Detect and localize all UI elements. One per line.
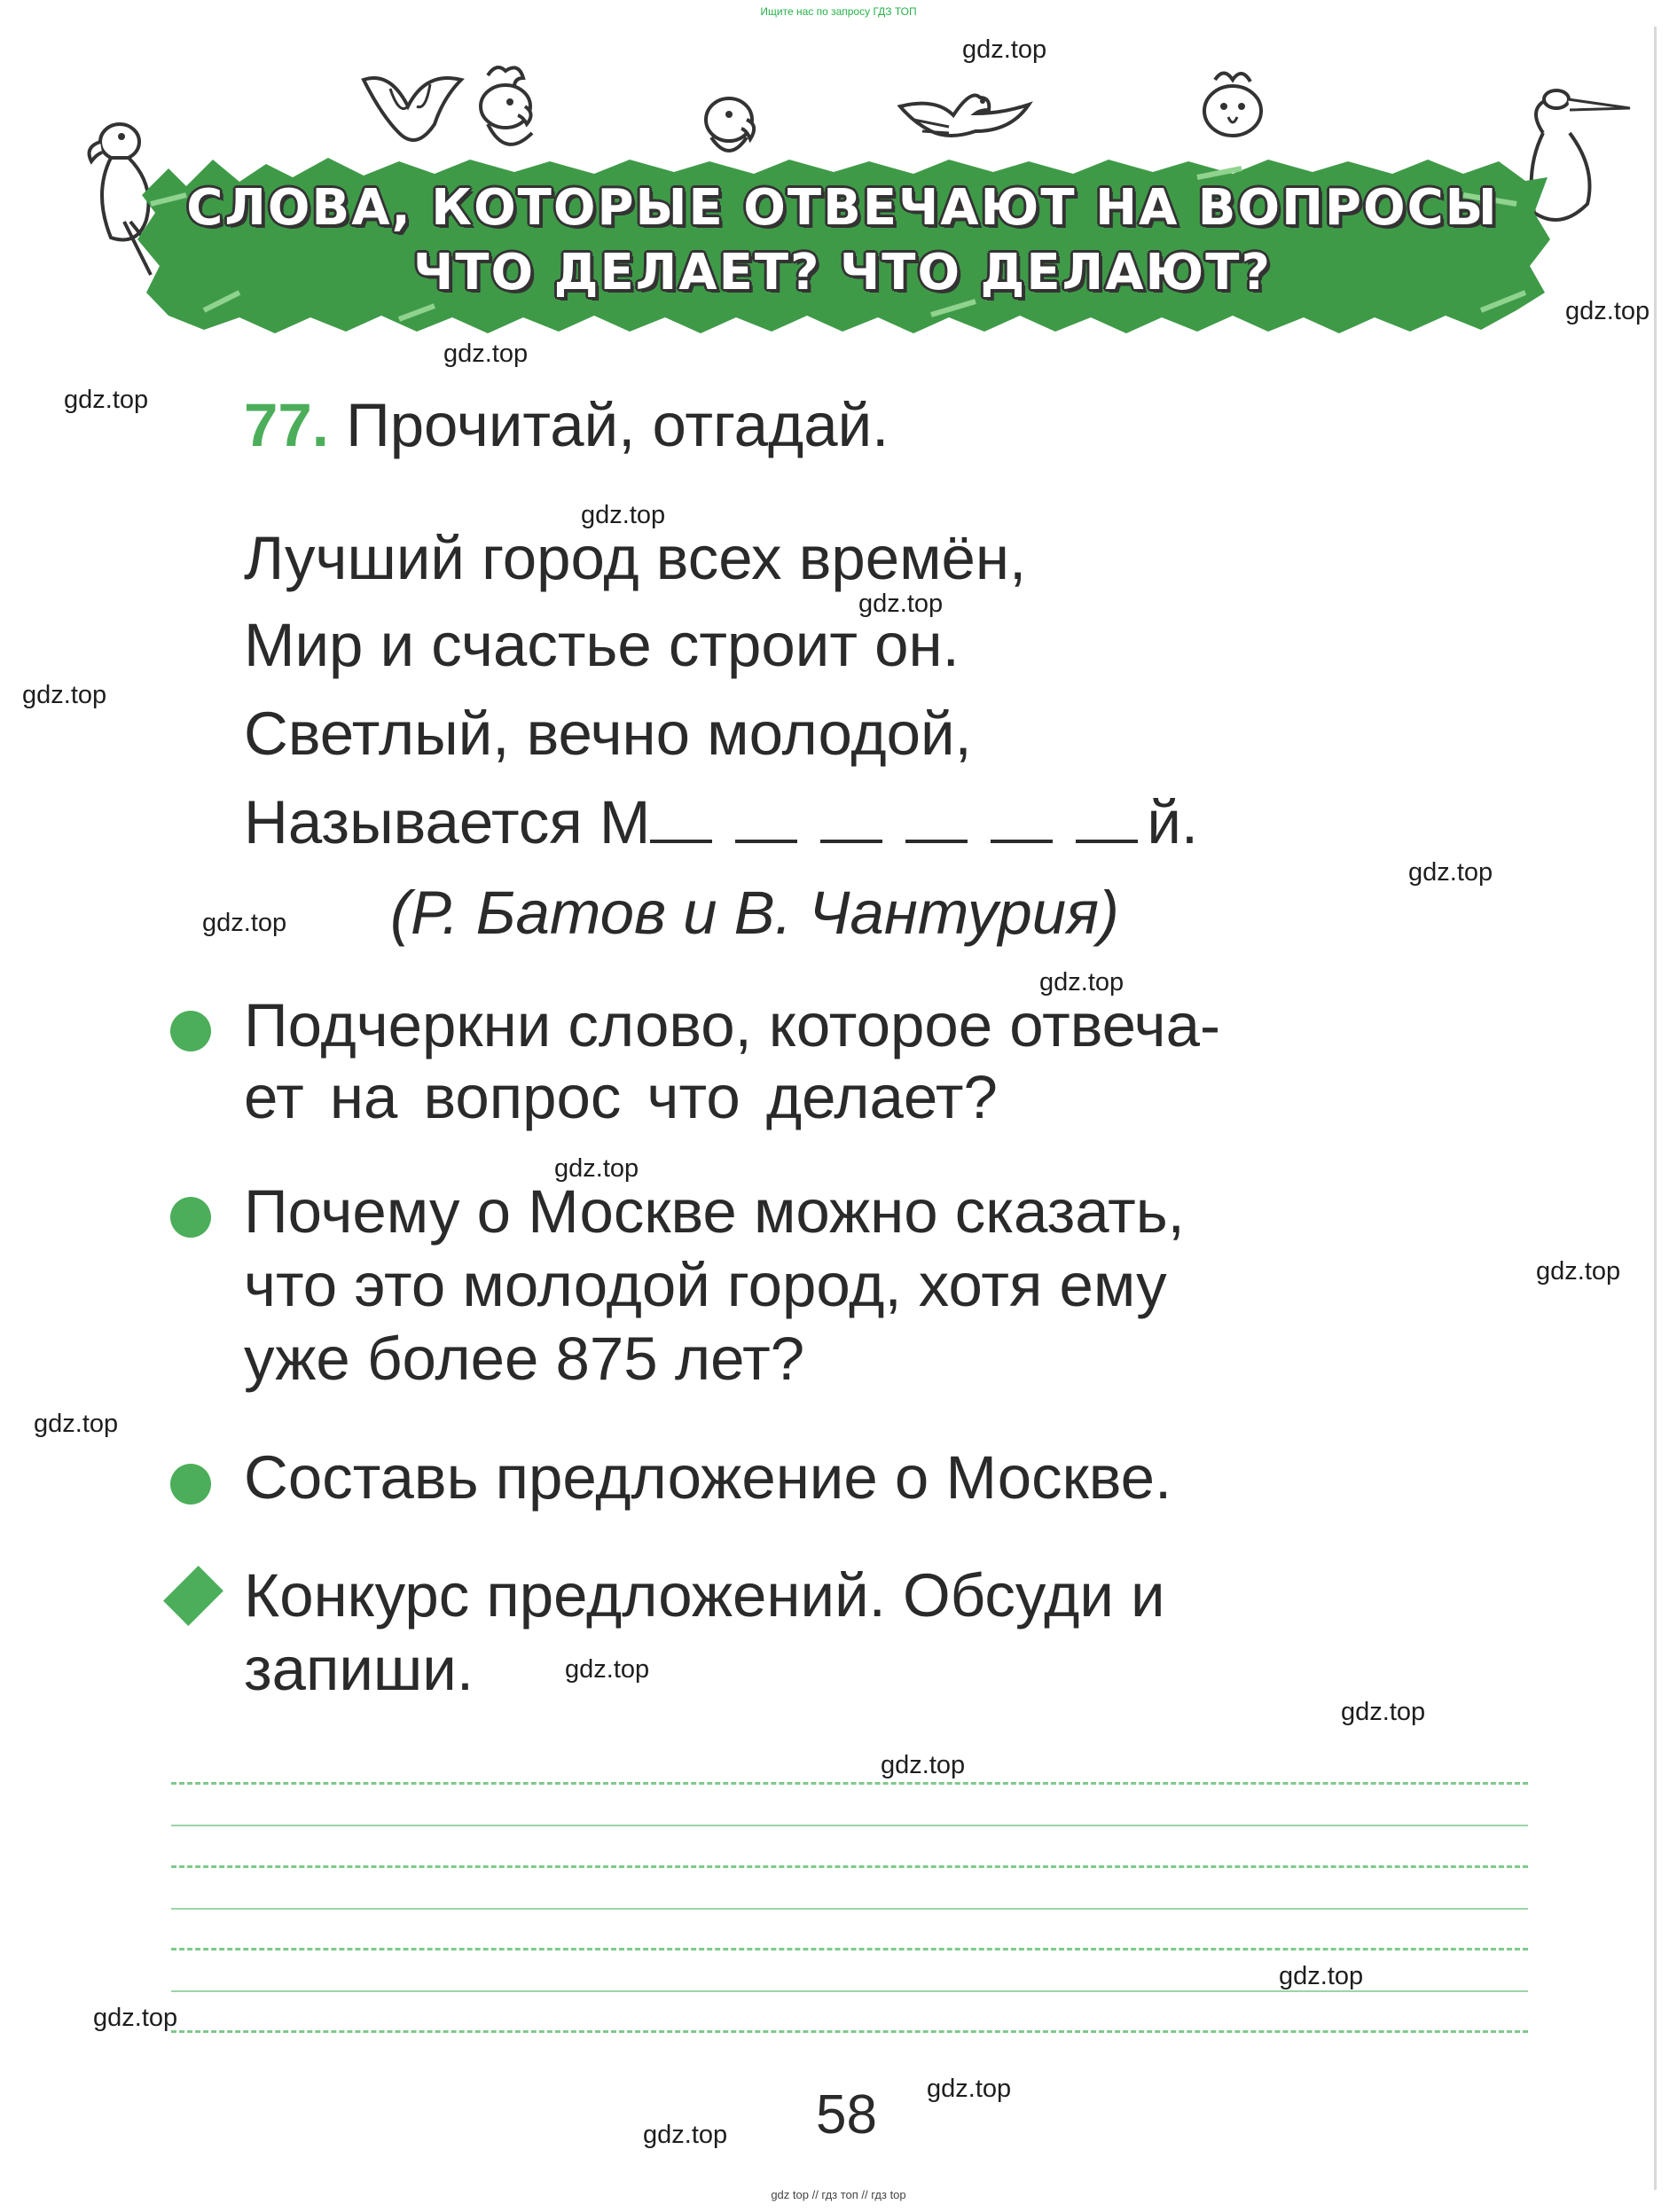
watermark: gdz.top <box>1408 858 1493 887</box>
task-line: Подчеркни слово, которое отвеча- <box>244 991 1220 1059</box>
watermark: gdz.top <box>565 1655 650 1684</box>
watermark: gdz.top <box>962 35 1047 64</box>
writing-line <box>171 1908 1528 1910</box>
watermark: gdz.top <box>643 2121 728 2149</box>
banner-background <box>133 142 1552 339</box>
task-bullet <box>170 1464 211 1505</box>
writing-line[interactable] <box>171 1782 1528 1785</box>
page-number: 58 <box>816 2084 877 2146</box>
task-line: Составь предложение о Москве. <box>244 1443 1172 1512</box>
watermark: gdz.top <box>443 340 529 368</box>
topic-banner <box>133 142 1552 339</box>
watermark: gdz.top <box>22 681 107 709</box>
watermark: gdz.top <box>554 1154 639 1183</box>
poem-line: Мир и счастье строит он. <box>244 611 960 679</box>
watermark: gdz.top <box>927 2075 1012 2103</box>
task-line: ет на вопрос что делает? <box>244 1063 998 1131</box>
exercise-heading <box>244 390 889 461</box>
riddle-start: Называется М <box>244 788 651 856</box>
poem-author: (Р. Батов и В. Чантурия) <box>390 879 1119 947</box>
task-bullet <box>170 1197 211 1238</box>
riddle-line <box>244 787 1198 858</box>
answer-blank[interactable] <box>650 808 1147 843</box>
writing-line[interactable] <box>171 2030 1528 2033</box>
watermark: gdz.top <box>858 590 944 618</box>
watermark: gdz.top <box>1279 1962 1364 1990</box>
watermark: gdz.top <box>93 2004 178 2032</box>
bottom-note: gdz top // гдз топ // гдз top <box>771 2188 906 2201</box>
writing-line <box>171 1825 1528 1826</box>
task-line: Почему о Москве можно сказать, <box>244 1177 1185 1246</box>
watermark: gdz.top <box>1565 297 1650 325</box>
poem-line: Лучший город всех времён, <box>244 524 1027 592</box>
watermark: gdz.top <box>1536 1257 1621 1286</box>
watermark: gdz.top <box>64 386 149 414</box>
banner-title-line-2: ЧТО ДЕЛАЕТ? ЧТО ДЕЛАЮТ? <box>413 244 1272 301</box>
watermark: gdz.top <box>202 909 287 937</box>
top-note: Ищите нас по запросу ГДЗ ТОП <box>760 5 917 18</box>
task-bullet <box>170 1011 211 1051</box>
watermark: gdz.top <box>34 1410 119 1438</box>
riddle-end: й. <box>1147 788 1199 856</box>
watermark: gdz.top <box>881 1751 966 1779</box>
exercise-instruction: Прочитай, отгадай. <box>346 391 889 459</box>
watermark: gdz.top <box>1039 968 1125 997</box>
banner-title-line-1: СЛОВА, КОТОРЫЕ ОТВЕЧАЮТ НА ВОПРОСЫ <box>186 179 1499 237</box>
exercise-number: 77. <box>244 391 329 459</box>
watermark: gdz.top <box>581 501 666 529</box>
task-line: запиши. <box>244 1635 474 1703</box>
task-line: Конкурс предложений. Обсуди и <box>244 1561 1165 1630</box>
watermark: gdz.top <box>1341 1698 1426 1726</box>
task-line: что это молодой город, хотя ему <box>244 1251 1167 1319</box>
poem-line: Светлый, вечно молодой, <box>244 700 972 768</box>
writing-line[interactable] <box>171 1865 1528 1868</box>
writing-line[interactable] <box>171 1948 1528 1950</box>
task-line: уже более 875 лет? <box>244 1325 805 1393</box>
